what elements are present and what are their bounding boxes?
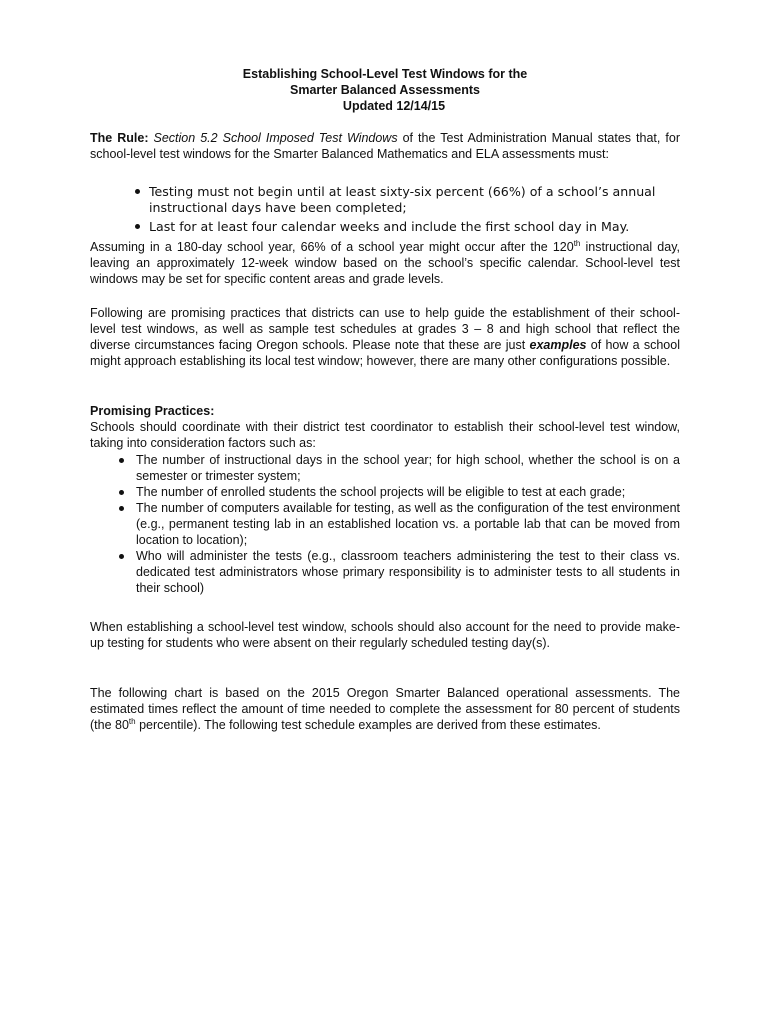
rule-bullet-text: Testing must not begin until at least sixty-six percent (66%) of a school’s annual instructional days have been completed; — [149, 184, 656, 215]
chart-note-text-end: percentile). The following test schedule examples are derived from these estimates. — [139, 718, 601, 732]
list-item — [132, 184, 680, 216]
makeup-text: When establishing a school-level test window, schools should also account for the need to provide make-up testing for students who were absent on their regularly scheduled testing day(s). — [90, 620, 680, 650]
assuming-text-end: instructional day, leaving an approximately 12-week window based on the school’s specific calendar. School-level test windows may be set for specific content areas and grade levels. — [90, 240, 680, 286]
rule-text: of the Test Administration Manual states that, for school-level test windows for the Smarter Balanced Mathematics and ELA assessments must: — [90, 131, 680, 161]
promising-practices-list — [117, 452, 680, 596]
rule-paragraph — [90, 130, 680, 162]
chart-note-paragraph — [90, 685, 680, 733]
makeup-paragraph — [90, 619, 680, 651]
rule-bullet-list — [132, 184, 680, 235]
list-item — [117, 484, 680, 500]
ordinal-suffix: th — [128, 716, 136, 726]
practice-bullet-text: The number of computers available for testing, as well as the configuration of the test environment (e.g., permanent testing lab in an established location vs. a portable lab that can be moved from location to location); — [136, 501, 680, 547]
promising-practices-intro: Schools should coordinate with their district test coordinator to establish their school-level test window, taking into consideration factors such as: — [90, 420, 680, 450]
bullet-icon — [135, 189, 140, 194]
bullet-icon — [135, 224, 140, 229]
bullet-icon — [119, 490, 124, 495]
chart-note-text-start: The following chart is based on the 2015 Oregon Smarter Balanced operational assessments. The estimated times reflect the amount of time needed to complete the assessment for 80 percent of students (the 80 — [90, 686, 680, 732]
document-updated-date: Updated 12/14/15 — [342, 99, 446, 113]
bullet-icon — [119, 458, 124, 463]
practice-bullet-text: The number of instructional days in the school year; for high school, whether the school is on a semester or trimester system; — [136, 453, 680, 483]
following-paragraph — [90, 305, 680, 369]
assuming-paragraph — [90, 239, 680, 287]
practice-bullet-text: The number of enrolled students the school projects will be eligible to test at each grade; — [136, 485, 626, 499]
promising-practices-section — [90, 403, 680, 451]
bullet-icon — [119, 554, 124, 559]
document-title-line-2: Smarter Balanced Assessments — [290, 83, 480, 97]
list-item — [132, 219, 680, 235]
emphasis-examples: examples — [529, 338, 587, 352]
bullet-icon — [119, 506, 124, 511]
list-item — [117, 452, 680, 484]
list-item — [117, 548, 680, 596]
list-item — [117, 500, 680, 548]
following-text-end: of how a school might approach establishing its local test window; however, there are many other configurations possible. — [90, 338, 680, 368]
rule-label: The Rule: — [90, 131, 149, 145]
ordinal-suffix: th — [573, 238, 581, 248]
assuming-text-start: Assuming in a 180-day school year, 66% of a school year might occur after the 120 — [90, 240, 574, 254]
following-text-start: Following are promising practices that districts can use to help guide the establishment of their school-level test windows, as well as sample test schedules at grades 3 – 8 and high school that reflect the diverse circumstances facing Oregon schools. Please note that these are just — [90, 306, 680, 352]
promising-practices-heading: Promising Practices: — [90, 404, 215, 418]
practice-bullet-text: Who will administer the tests (e.g., classroom teachers administering the test to their class vs. dedicated test administrators whose primary responsibility is to administer tests to all students in their school) — [136, 549, 680, 595]
rule-bullet-text: Last for at least four calendar weeks and include the first school day in May. — [149, 219, 630, 234]
document-title-line-1: Establishing School-Level Test Windows for the — [242, 67, 528, 81]
rule-section-reference: Section 5.2 School Imposed Test Windows — [153, 131, 398, 145]
